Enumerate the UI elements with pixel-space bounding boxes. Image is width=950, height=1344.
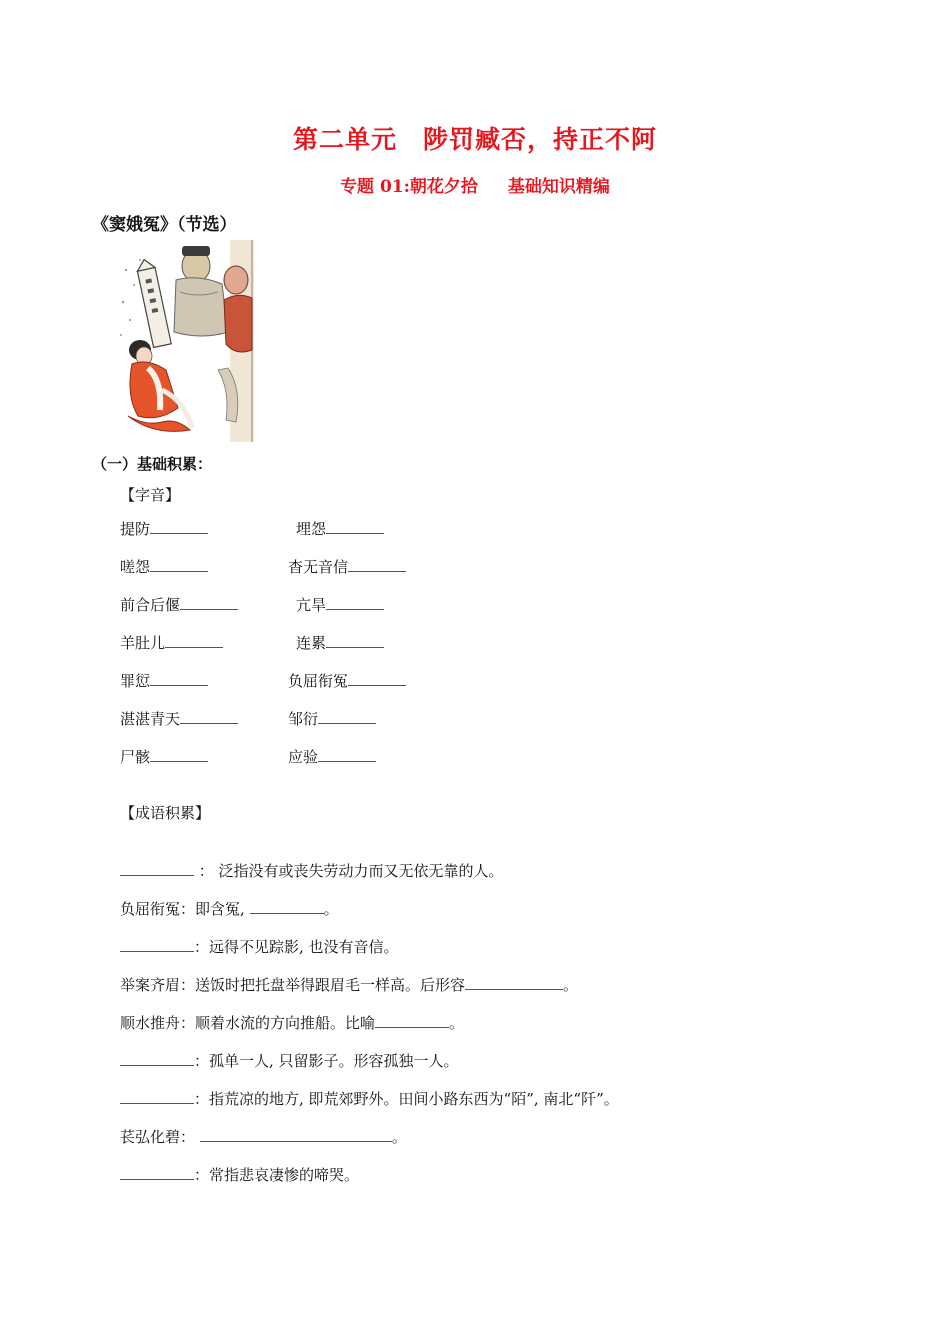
pronunciation-item: 杳无音信 bbox=[288, 555, 406, 577]
page-title: 第二单元 陟罚臧否，持正不阿 bbox=[292, 125, 657, 154]
pronunciation-item: 湛湛青天 bbox=[120, 707, 238, 729]
idiom-item: 顺水推舟：顺着水流的方向推船。比喻 。 bbox=[120, 1011, 464, 1033]
answer-blank[interactable] bbox=[150, 745, 208, 762]
answer-blank[interactable] bbox=[318, 707, 376, 724]
subtitle-topic: 专题 01:朝花夕拾 bbox=[340, 177, 478, 197]
idiom-item: 负屈衔冤：即含冤, 。 bbox=[120, 897, 339, 919]
answer-blank[interactable] bbox=[200, 1125, 392, 1142]
basic-accumulation-heading: （一）基础积累： bbox=[92, 455, 213, 473]
idiom-item: ：孤单一人, 只留影子。形容孤独一人。 bbox=[120, 1049, 459, 1071]
answer-blank[interactable] bbox=[348, 669, 406, 686]
answer-blank[interactable] bbox=[180, 593, 238, 610]
subtitle-category: 基础知识精编 bbox=[507, 177, 610, 197]
pronunciation-item: 嗟怨 bbox=[120, 555, 208, 577]
answer-blank[interactable] bbox=[150, 517, 208, 534]
answer-blank[interactable] bbox=[180, 707, 238, 724]
answer-blank[interactable] bbox=[326, 631, 384, 648]
idiom-item: 苌弘化碧： 。 bbox=[120, 1125, 407, 1147]
pronunciation-item: 提防 bbox=[120, 517, 208, 539]
idiom-item: 举案齐眉：送饭时把托盘举得跟眉毛一样高。后形容 。 bbox=[120, 973, 578, 995]
answer-blank[interactable] bbox=[348, 555, 406, 572]
opera-illustration bbox=[118, 240, 254, 442]
pronunciation-item: 罪愆 bbox=[120, 669, 208, 691]
pronunciation-item: 亢旱 bbox=[296, 593, 384, 615]
section-heading: 《窦娥冤》（节选） bbox=[92, 215, 237, 235]
answer-blank[interactable] bbox=[120, 1087, 194, 1104]
answer-blank[interactable] bbox=[375, 1011, 449, 1028]
page-subtitle bbox=[0, 172, 950, 197]
answer-blank[interactable] bbox=[165, 631, 223, 648]
answer-blank[interactable] bbox=[120, 1049, 194, 1066]
idiom-item: ：远得不见踪影, 也没有音信。 bbox=[120, 935, 399, 957]
answer-blank[interactable] bbox=[120, 935, 194, 952]
idiom-item: ：指荒凉的地方, 即荒郊野外。田间小路东西为“陌”, 南北“阡”。 bbox=[120, 1087, 619, 1109]
pronunciation-item: 尸骸 bbox=[120, 745, 208, 767]
answer-blank[interactable] bbox=[150, 669, 208, 686]
answer-blank[interactable] bbox=[465, 973, 563, 990]
answer-blank[interactable] bbox=[150, 555, 208, 572]
pronunciation-item: 埋怨 bbox=[296, 517, 384, 539]
pronunciation-label: 【字音】 bbox=[120, 486, 181, 504]
answer-blank[interactable] bbox=[318, 745, 376, 762]
idiom-item: ：常指悲哀凄惨的啼哭。 bbox=[120, 1163, 359, 1185]
pronunciation-item: 负屈衔冤 bbox=[288, 669, 406, 691]
pronunciation-item: 前合后偃 bbox=[120, 593, 238, 615]
answer-blank[interactable] bbox=[120, 1163, 194, 1180]
answer-blank[interactable] bbox=[250, 897, 324, 914]
pronunciation-item: 连累 bbox=[296, 631, 384, 653]
answer-blank[interactable] bbox=[326, 517, 384, 534]
idiom-label: 【成语积累】 bbox=[120, 804, 211, 822]
pronunciation-item: 邹衍 bbox=[288, 707, 376, 729]
pronunciation-item: 应验 bbox=[288, 745, 376, 767]
answer-blank[interactable] bbox=[120, 859, 194, 876]
answer-blank[interactable] bbox=[326, 593, 384, 610]
idiom-item: ： 泛指没有或丧失劳动力而又无依无靠的人。 bbox=[120, 859, 504, 881]
pronunciation-item: 羊肚儿 bbox=[120, 631, 223, 653]
